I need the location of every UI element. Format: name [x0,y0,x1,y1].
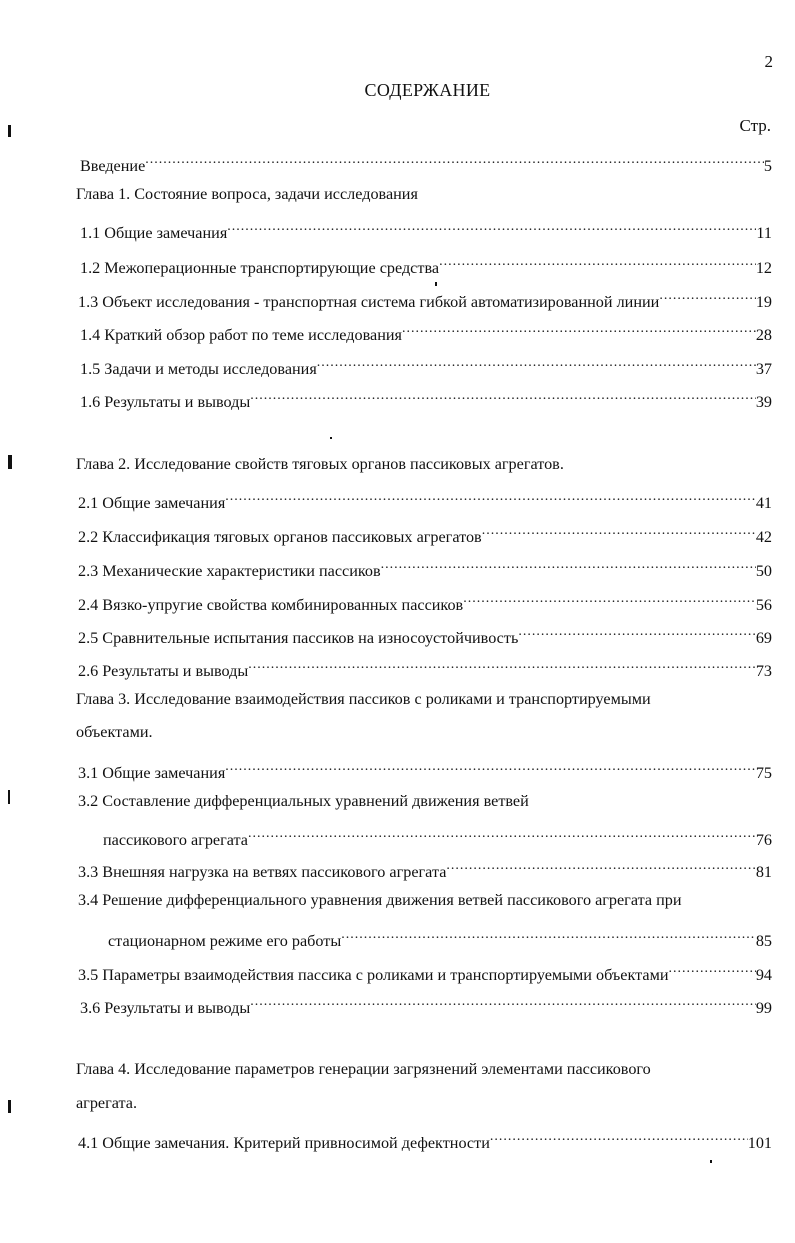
toc-entry-page: 50 [755,562,772,580]
toc-entry-2-3 [78,554,772,582]
toc-entry-3-1 [78,756,772,784]
toc-entry-page: 81 [755,863,772,881]
toc-entry-label: пассикового агрегата [103,831,248,849]
toc-entry-page: 69 [755,629,772,647]
toc-entry-1-4 [80,318,772,346]
scan-mark [435,282,437,286]
toc-entry-2-4 [78,588,772,616]
toc-entry-label: 2.1 Общие замечания [78,494,226,512]
toc-entry-label: 2.3 Механические характеристики пассиков [78,562,381,580]
toc-entry-label: 1.6 Результаты и выводы [80,393,251,411]
toc-entry-3-4-line-1: 3.4 Решение дифференциального уравнения движения ветвей пассикового агрегата при [78,891,682,909]
toc-entry-1-3 [78,285,772,313]
toc-entry-3-5 [78,958,772,986]
toc-entry-page: 101 [747,1134,772,1152]
toc-entry-label: 1.2 Межоперационные транспортирующие средства [80,259,440,277]
toc-entry-2-2 [78,520,772,548]
toc-entry-label: стационарном режиме его работы [108,932,342,950]
toc-entry-2-5 [78,621,772,649]
toc-entry-page: 5 [763,157,772,175]
toc-entry-1-5 [80,352,772,380]
chapter-3-heading-line-1: Глава 3. Исследование взаимодействия пассиков с роликами и транспортируемыми [76,690,651,708]
page-title: СОДЕРЖАНИЕ [364,80,491,100]
toc-entry-1-6 [80,385,772,413]
toc-entry-label: Введение [80,157,146,175]
toc-entry-3-2 [103,823,772,851]
chapter-4-heading-line-2: агрегата. [76,1094,138,1112]
toc-entry-page: 11 [756,224,772,242]
toc-entry-page: 75 [755,764,772,782]
toc-entry-label: 3.3 Внешняя нагрузка на ветвях пассикового агрегата [78,863,447,881]
toc-entry-label: 1.1 Общие замечания [80,224,228,242]
toc-entry-page: 85 [755,932,772,950]
toc-entry-3-2-line-1: 3.2 Составление дифференциальных уравнений движения ветвей [78,792,529,810]
chapter-4-heading-line-1: Глава 4. Исследование параметров генерации загрязнений элементами пассикового [76,1060,651,1078]
scan-mark [8,455,12,469]
toc-entry-3-3 [78,855,772,883]
toc-entry-label: 1.4 Краткий обзор работ по теме исследования [80,326,402,344]
scan-mark [330,437,332,439]
toc-entry-page: 76 [755,831,772,849]
toc-entry-label: 3.1 Общие замечания [78,764,226,782]
toc-entry-label: 2.4 Вязко-упругие свойства комбинированных пассиков [78,596,464,614]
toc-entry-label: 4.1 Общие замечания. Критерий привносимой дефектности [78,1134,490,1152]
toc-entry-label: 1.5 Задачи и методы исследования [80,360,317,378]
toc-entry-label: 2.6 Результаты и выводы [78,662,249,680]
toc-entry-page: 94 [755,966,772,984]
toc-entry-2-6 [78,654,772,682]
page-number: 2 [764,52,773,71]
toc-entry-3-4 [108,924,772,952]
toc-entry-3-6 [80,991,772,1019]
toc-entry-label: 3.5 Параметры взаимодействия пассика с роликами и транспортируемыми объектами [78,966,669,984]
toc-entry-4-1 [78,1126,772,1154]
chapter-1-heading: Глава 1. Состояние вопроса, задачи исследования [76,185,418,203]
toc-entry-page: 28 [755,326,772,344]
toc-entry-label: 1.3 Объект исследования - транспортная система гибкой автоматизированной линии [78,293,660,311]
toc-entry-label: 3.6 Результаты и выводы [80,999,251,1017]
toc-entry-page: 56 [755,596,772,614]
toc-entry-page: 39 [755,393,772,411]
toc-entry-page: 37 [755,360,772,378]
toc-entry-1-1 [80,216,772,244]
toc-entry-intro [80,149,772,177]
chapter-3-heading-line-2: объектами. [76,723,153,741]
chapter-2-heading: Глава 2. Исследование свойств тяговых органов пассиковых агрегатов. [76,455,564,473]
toc-entry-page: 41 [755,494,772,512]
toc-entry-2-1 [78,486,772,514]
toc-entry-label: 2.5 Сравнительные испытания пассиков на износоустойчивость [78,629,519,647]
scan-mark [8,1100,11,1113]
scan-mark [710,1160,712,1163]
toc-entry-page: 12 [755,259,772,277]
toc-entry-page: 42 [755,528,772,546]
toc-entry-page: 99 [755,999,772,1017]
toc-entry-1-2 [80,251,772,279]
toc-entry-page: 73 [755,662,772,680]
page-column-label: Стр. [739,116,771,135]
toc-entry-label: 2.2 Классификация тяговых органов пассиковых агрегатов [78,528,482,546]
scan-mark [8,125,11,137]
scan-mark [8,790,10,804]
toc-entry-page: 19 [755,293,772,311]
